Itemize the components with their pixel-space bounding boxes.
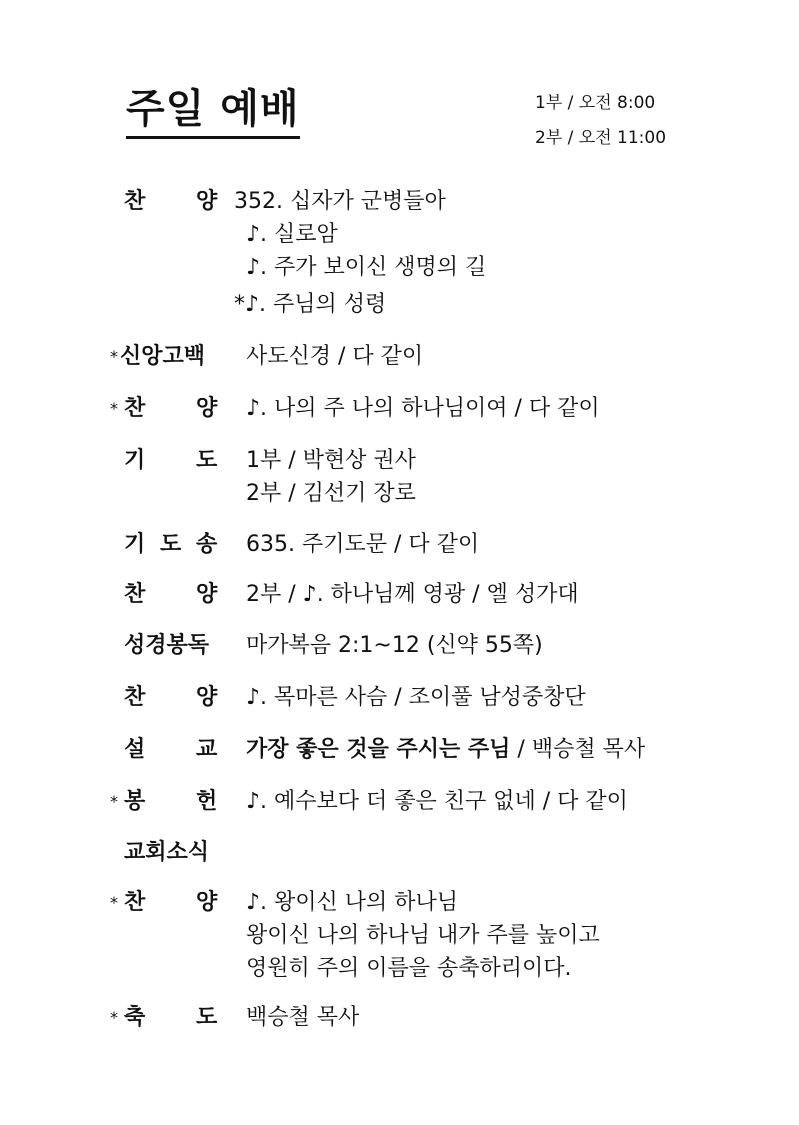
item-content: 352. 십자가 군병들아 ♪. 실로암 ♪. 주가 보이신 생명의 길 *♪. 주님의 성령 xyxy=(234,189,487,317)
item-content: 백승철 목사 xyxy=(246,1005,360,1030)
item-content: ♪. 예수보다 더 좋은 친구 없네 / 다 같이 xyxy=(246,789,628,814)
sermon-preacher: / 백승철 목사 xyxy=(510,737,646,762)
item-content: 2부 / ♪. 하나님께 영광 / 엘 성가대 xyxy=(246,582,579,607)
item-content xyxy=(246,733,645,766)
item-content: ♪. 왕이신 나의 하나님 왕이신 나의 하나님 내가 주를 높이고 영원히 주의 이름을 송축하리이다. xyxy=(246,890,600,981)
item-content: ♪. 목마른 사슴 / 조이풀 남성중창단 xyxy=(246,685,586,710)
item-content: 1부 / 박현상 권사 2부 / 김선기 장로 xyxy=(246,448,416,506)
item-content: 635. 주기도문 / 다 같이 xyxy=(246,532,480,557)
bulletin-page: 주일 예배 1부 / 오전 8:00 2부 / 오전 11:00 찬 양 352. 십자가 군병들아 ♪. 실로암 ♪. 주가 보이신 생명의 길 *♪. 주님의 성령 * 신앙고백 사도신경 / 다 같이 * 찬 양 ♪. 나의 주 나의 하나님이여 / 다 같이 기 도 1부 / 박현상 권사 2부 / 김선기 장로 기 도 송 635. 주기도문 / 다 같이 찬 양 2부 / ♪. 하나님께 영광 / 엘 성가대 성경봉독 마가복음 2:1~12 (신약 55쪽) 찬 양 ♪. 목마른 사슴 / 조이풀 남성중창단 설 교 가장 좋은 것을 주시는 주님 / 백승철 목사 * 봉 헌 ♪. 예수보다 더 좋은 친구 없네 / 다 같이 교회소식 * 찬 양 ♪. 왕이신 나의 하나님 왕이신 나의 하나님 내가 주를 높이고 영원히 주의 이름을 송축하리이다. * 축 도 백승철 목사 xyxy=(0,0,799,1125)
item-content: 마가복음 2:1~12 (신약 55쪽) xyxy=(246,633,543,658)
page-title: 주일 예배 xyxy=(126,84,300,139)
sermon-title: 가장 좋은 것을 주시는 주님 xyxy=(246,737,511,762)
service-times xyxy=(535,86,666,156)
service-time-2: 2부 / 오전 11:00 xyxy=(535,128,667,148)
item-content: ♪. 나의 주 나의 하나님이여 / 다 같이 xyxy=(246,396,600,421)
item-content: 사도신경 / 다 같이 xyxy=(246,344,424,369)
service-time-1: 1부 / 오전 8:00 xyxy=(535,93,656,113)
